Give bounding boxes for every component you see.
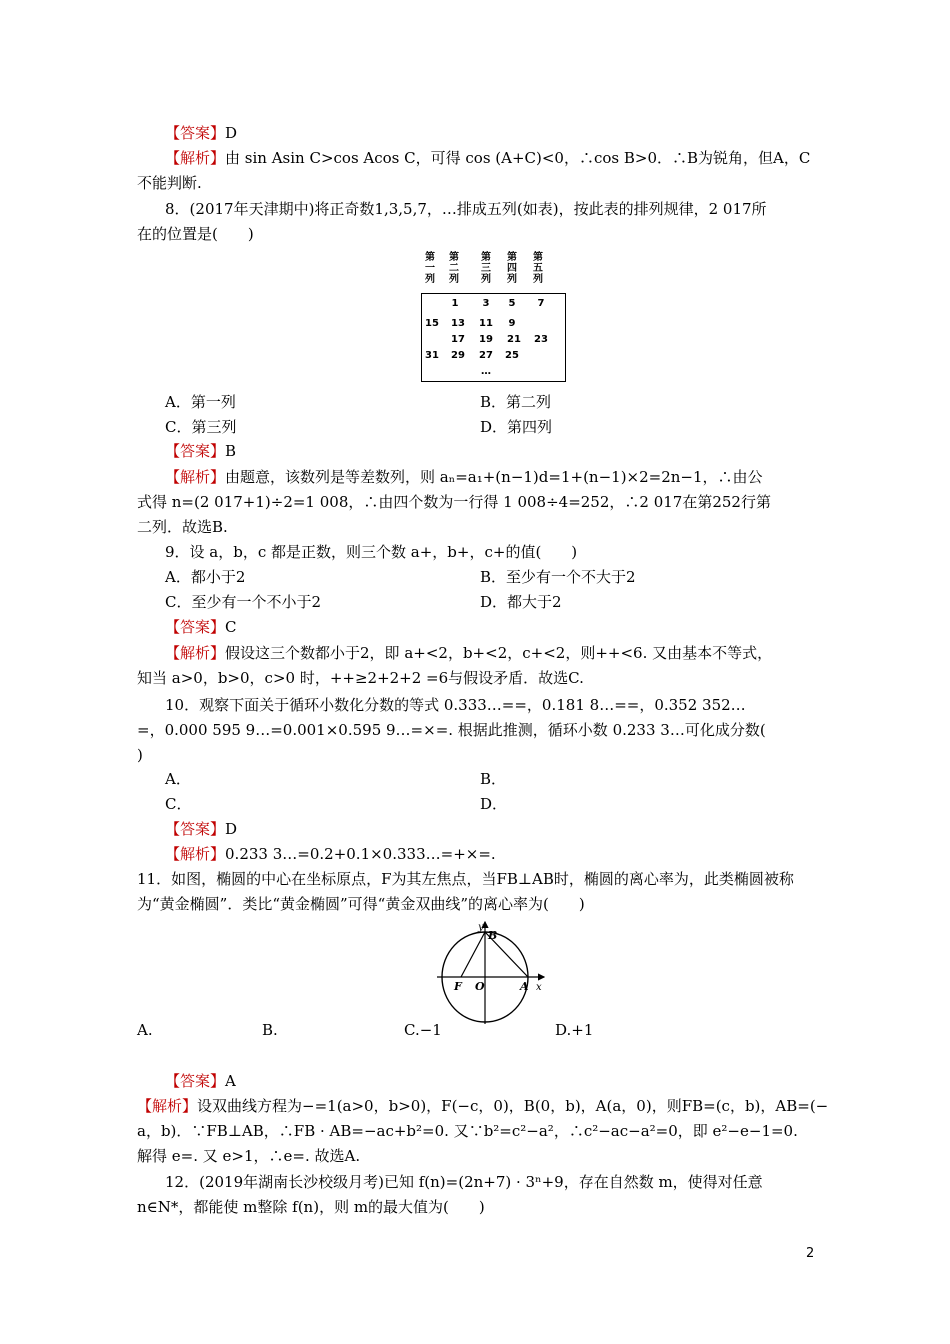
explain-7-line2: 不能判断. bbox=[137, 174, 202, 192]
figure-label-A: A bbox=[520, 980, 529, 993]
explain-9-line1: 【解析】假设这三个数都小于2，即 a+<2，b+<2，c+<2，则++<6. 又由基本不等式， bbox=[165, 644, 773, 662]
explain-tag: 【解析】 bbox=[137, 1097, 198, 1115]
table-header-5: 第 五 列 bbox=[533, 252, 543, 285]
table-header-1: 第 一 列 bbox=[425, 252, 435, 285]
table-cell: 3 bbox=[482, 298, 490, 309]
option-11D: D.+1 bbox=[555, 1021, 594, 1039]
option-10A: A． bbox=[165, 770, 191, 788]
explain-10: 【解析】0.233 3…=0.2+0.1×0.333…=+×=. bbox=[165, 845, 496, 863]
explain-tag: 【解析】 bbox=[165, 149, 226, 167]
explain-9-line2: 知当 a>0，b>0，c>0 时，++≥2+2+2 =6与假设矛盾．故选C. bbox=[137, 669, 584, 687]
option-10C: C． bbox=[165, 795, 192, 813]
question-11-line2: 为“黄金椭圆”．类比“黄金椭圆”可得“黄金双曲线”的离心率为( ) bbox=[137, 895, 585, 913]
table-cell: 11 bbox=[479, 318, 493, 329]
table-header-3: 第 三 列 bbox=[481, 252, 491, 285]
question-12-line1: 12．(2019年湖南长沙校级月考)已知 f(n)=(2n+7) · 3ⁿ+9，存在自然数 m，使得对任意 bbox=[165, 1173, 763, 1191]
question-10-line3: ) bbox=[137, 746, 143, 764]
option-9A: A．都小于2 bbox=[165, 568, 246, 586]
option-11A: A. bbox=[137, 1021, 153, 1039]
option-10D: D． bbox=[480, 795, 508, 813]
table-cell: 5 bbox=[508, 298, 516, 309]
question-8-line2: 在的位置是( ) bbox=[137, 225, 254, 243]
answer-tag: 【答案】 bbox=[165, 442, 226, 460]
answer-9: 【答案】C bbox=[165, 618, 237, 636]
table-cell: 23 bbox=[534, 334, 548, 345]
explain-11-line3: 解得 e=. 又 e>1，∴e=. 故选A. bbox=[137, 1147, 361, 1165]
explain-tag: 【解析】 bbox=[165, 845, 226, 863]
question-10-line2: =，0.000 595 9…=0.001×0.595 9…=×=. 根据此推测，循环小数 0.233 3…可化成分数( bbox=[137, 721, 766, 739]
question-12-line2: n∈N*，都能使 m整除 f(n)，则 m的最大值为( ) bbox=[137, 1198, 485, 1216]
figure-label-B: B bbox=[488, 929, 498, 942]
question-9: 9．设 a，b，c 都是正数，则三个数 a+，b+，c+的值( ) bbox=[165, 543, 578, 561]
answer-11: 【答案】A bbox=[165, 1072, 236, 1090]
option-8C: C．第三列 bbox=[165, 418, 237, 436]
table-cell: 15 bbox=[425, 318, 439, 329]
table-cell: 21 bbox=[507, 334, 521, 345]
table-cell: 13 bbox=[451, 318, 465, 329]
explain-tag: 【解析】 bbox=[165, 468, 226, 486]
answer-tag: 【答案】 bbox=[165, 618, 226, 636]
answer-tag: 【答案】 bbox=[165, 820, 226, 838]
figure-label-F: F bbox=[454, 980, 462, 993]
explain-tag: 【解析】 bbox=[165, 644, 226, 662]
table-cell: 27 bbox=[479, 350, 493, 361]
page-number: 2 bbox=[806, 1246, 815, 1261]
option-9C: C．至少有一个不小于2 bbox=[165, 593, 322, 611]
option-8D: D．第四列 bbox=[480, 418, 553, 436]
table-header-2: 第 二 列 bbox=[449, 252, 459, 285]
option-11C: C.−1 bbox=[404, 1021, 442, 1039]
answer-7: 【答案】D bbox=[165, 124, 238, 142]
figure-label-x: x bbox=[536, 982, 542, 993]
ellipse-figure bbox=[432, 918, 552, 1028]
answer-tag: 【答案】 bbox=[165, 124, 226, 142]
table-cell: 7 bbox=[537, 298, 545, 309]
answer-10: 【答案】D bbox=[165, 820, 238, 838]
answer-tag: 【答案】 bbox=[165, 1072, 226, 1090]
answer-8: 【答案】B bbox=[165, 442, 237, 460]
explain-8-line3: 二列．故选B. bbox=[137, 518, 228, 536]
question-11-line1: 11．如图，椭圆的中心在坐标原点，F为其左焦点，当FB⊥AB时，椭圆的离心率为，此类椭圆被称 bbox=[137, 870, 794, 888]
option-10B: B． bbox=[480, 770, 507, 788]
table-cell: 19 bbox=[479, 334, 493, 345]
table-cell: 29 bbox=[451, 350, 465, 361]
table-cell: 1 bbox=[451, 298, 459, 309]
table-cell: 31 bbox=[425, 350, 439, 361]
question-10-line1: 10．观察下面关于循环小数化分数的等式 0.333…==，0.181 8…==，0.352 352… bbox=[165, 696, 746, 714]
table-cell: 17 bbox=[451, 334, 465, 345]
explain-8-line1: 【解析】由题意，该数列是等差数列，则 aₙ=a₁+(n−1)d=1+(n−1)×2=2n−1，∴由公 bbox=[165, 468, 763, 486]
figure-label-y: y bbox=[478, 922, 484, 933]
option-9D: D．都大于2 bbox=[480, 593, 562, 611]
option-11B: B. bbox=[262, 1021, 278, 1039]
figure-label-O: O bbox=[475, 980, 485, 993]
option-8B: B．第二列 bbox=[480, 393, 552, 411]
explain-8-line2: 式得 n=(2 017+1)÷2=1 008，∴由四个数为一行得 1 008÷4=252，∴2 017在第252行第 bbox=[137, 493, 771, 511]
option-9B: B．至少有一个不大于2 bbox=[480, 568, 636, 586]
explain-11-line1: 【解析】设双曲线方程为−=1(a>0，b>0)，F(−c，0)，B(0，b)，A(a，0)，则FB=(c，b)，AB=(− bbox=[137, 1097, 829, 1115]
explain-11-line2: a，b)．∵FB⊥AB，∴FB · AB=−ac+b²=0. 又∵b²=c²−a²，∴c²−ac−a²=0，即 e²−e−1=0. bbox=[137, 1122, 798, 1140]
question-8-line1: 8．(2017年天津期中)将正奇数1,3,5,7，…排成五列(如表)，按此表的排列规律，2 017所 bbox=[165, 200, 767, 218]
table-cell: 25 bbox=[505, 350, 519, 361]
option-8A: A．第一列 bbox=[165, 393, 236, 411]
explain-7-line1: 【解析】由 sin Asin C>cos Acos C，可得 cos (A+C)<0，∴cos B>0．∴B为锐角，但A，C bbox=[165, 149, 811, 167]
table-cell: 9 bbox=[508, 318, 516, 329]
table-header-4: 第 四 列 bbox=[507, 252, 517, 285]
table-cell: … bbox=[481, 366, 491, 377]
